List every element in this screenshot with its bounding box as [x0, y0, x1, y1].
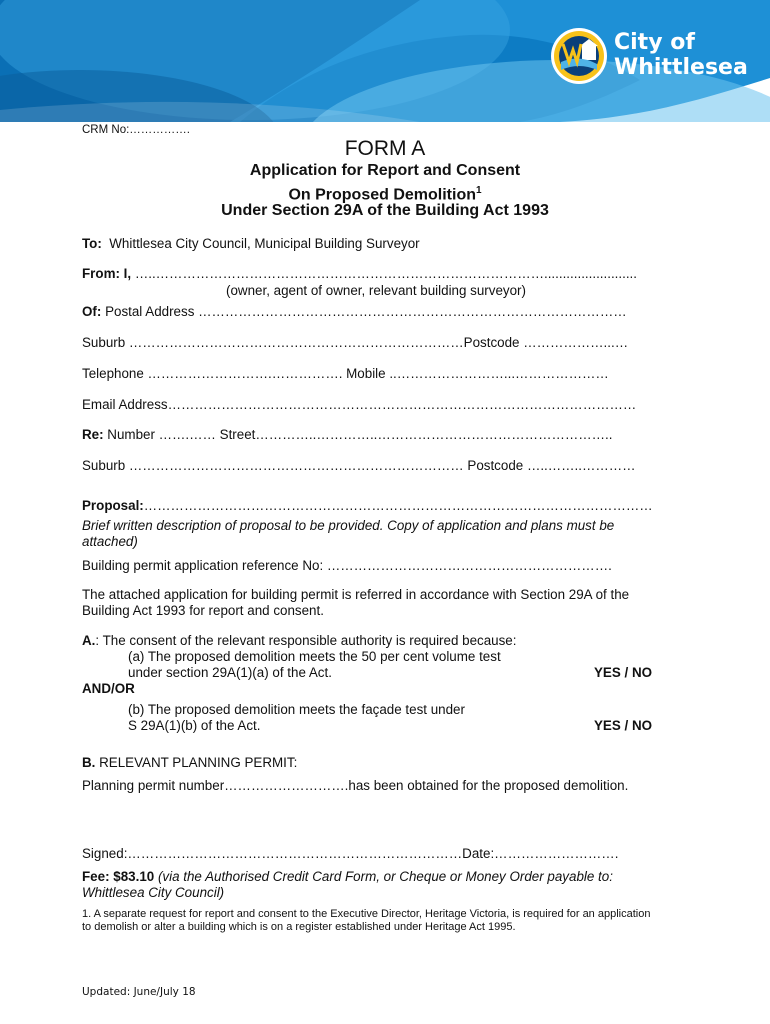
of-row: [82, 304, 627, 320]
volume-test-line-2: under section 29A(1)(a) of the Act.: [128, 665, 332, 680]
number-street-field[interactable]: Number …….…… Street…………..…………..……………………………………………..: [103, 427, 613, 442]
brand-line-1: City of: [614, 30, 695, 55]
updated-date: Updated: June/July 18: [82, 986, 196, 998]
proposal-row: [82, 498, 653, 514]
telephone-mobile-field[interactable]: Telephone ……………………….……………. Mobile ..……………………...…………………: [82, 366, 609, 381]
section-a-heading: [82, 633, 516, 649]
proposal-label: Proposal:: [82, 498, 144, 513]
fee-line-1: [82, 869, 613, 885]
proposal-note-line-1: Brief written description of proposal to be provided. Copy of application and plans must be: [82, 518, 615, 533]
form-title: FORM A: [344, 137, 426, 160]
facade-test-line-1: (b) The proposed demolition meets the façade test under: [128, 702, 465, 717]
footnote-line-1: 1. A separate request for report and consent to the Executive Director, Heritage Victoria, is required for an application: [82, 908, 651, 920]
section-b-label: B.: [82, 755, 96, 770]
section-a-label: A.: [82, 633, 96, 648]
facade-test-line-2: S 29A(1)(b) of the Act.: [128, 718, 261, 733]
of-label: Of:: [82, 304, 102, 319]
planning-permit-field[interactable]: Planning permit number……………………….has been obtained for the proposed demolition.: [82, 778, 629, 793]
fee-line-2: Whittlesea City Council): [82, 885, 225, 900]
brand-wordmark: [614, 30, 748, 80]
city-logo-icon: [549, 26, 609, 86]
crm-number: CRM No:…………….: [82, 124, 190, 136]
attached-text-line-2: Building Act 1993 for report and consent.: [82, 603, 324, 618]
section-a-text: : The consent of the relevant responsible authority is required because:: [95, 633, 517, 648]
to-label: To:: [82, 236, 102, 251]
and-or-label: AND/OR: [82, 681, 135, 696]
property-suburb-postcode-field[interactable]: Suburb ………………………………………………………………… Postcode …..……..…………: [82, 458, 636, 473]
attached-text-line-1: The attached application for building permit is referred in accordance with Section 29A of the: [82, 587, 630, 602]
volume-test-line-1: (a) The proposed demolition meets the 50 per cent volume test: [128, 649, 501, 664]
proposal-note-line-2: attached): [82, 534, 138, 549]
signed-date-field[interactable]: Signed:…………………………………………………………………Date:……………………….: [82, 846, 619, 861]
from-note: (owner, agent of owner, relevant building surveyor): [226, 283, 526, 298]
postal-address-field[interactable]: Postal Address ……………………………………………………………………………………: [101, 304, 627, 319]
subtitle-line-1: Application for Report and Consent: [249, 162, 521, 179]
proposal-field[interactable]: ……………………………………………………………………………………………………: [143, 498, 653, 513]
header-banner: [0, 0, 770, 122]
from-field[interactable]: …..…………………………………………………………………………….........................: [131, 266, 637, 281]
re-label: Re:: [82, 427, 104, 442]
fee-label: Fee: $83.10: [82, 869, 155, 884]
from-row: [82, 266, 637, 282]
footnote-line-2: to demolish or alter a building which is on a register established under Heritage Act 1995.: [82, 921, 516, 933]
permit-reference-field[interactable]: Building permit application reference No: ……………………………………………………….: [82, 558, 612, 573]
section-b-text: RELEVANT PLANNING PERMIT:: [95, 755, 298, 770]
to-value: Whittlesea City Council, Municipal Building Surveyor: [109, 236, 420, 251]
from-label: From: I,: [82, 266, 132, 281]
re-row: [82, 427, 612, 443]
to-row: [82, 236, 420, 252]
brand-line-2: Whittlesea: [614, 55, 748, 80]
email-field[interactable]: Email Address……………………………………………………………………………………………: [82, 397, 637, 412]
fee-text-1: (via the Authorised Credit Card Form, or Cheque or Money Order payable to:: [154, 869, 613, 884]
section-b-heading: [82, 755, 297, 771]
footnote-marker: 1: [476, 185, 482, 196]
subtitle-line-2-text: On Proposed Demolition: [288, 186, 476, 204]
facade-test-yes-no[interactable]: YES / NO: [594, 718, 653, 733]
volume-test-yes-no[interactable]: YES / NO: [594, 665, 653, 680]
subtitle-line-3: Under Section 29A of the Building Act 1993: [221, 202, 549, 219]
suburb-postcode-field[interactable]: Suburb …………………………………………………………………Postcode ………………...…: [82, 335, 629, 350]
